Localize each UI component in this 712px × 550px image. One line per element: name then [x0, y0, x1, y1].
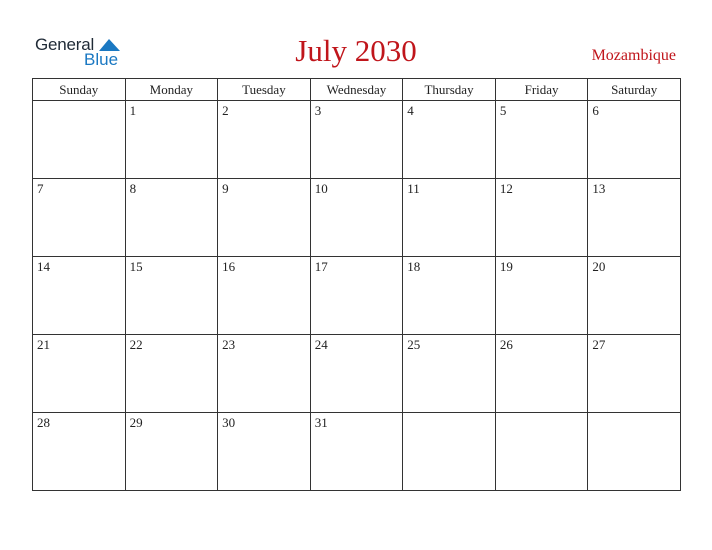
day-number: 23: [222, 337, 236, 352]
weekday-tuesday: Tuesday: [218, 79, 311, 101]
day-cell: [310, 257, 403, 335]
day-number: 21: [37, 337, 50, 352]
day-number: [403, 413, 495, 415]
day-number: 10: [314, 181, 328, 196]
day-number: 16: [222, 259, 236, 274]
day-cell: [495, 179, 588, 257]
month-title: July 2030: [295, 33, 417, 68]
weekday-sunday: Sunday: [33, 79, 126, 101]
day-number: 1: [129, 103, 137, 118]
day-number: 4: [407, 103, 414, 118]
day-number: 13: [592, 181, 606, 196]
day-number: 8: [129, 181, 137, 196]
day-number: 14: [37, 259, 50, 274]
day-cell: [495, 257, 588, 335]
day-number: 24: [314, 337, 328, 352]
day-cell: [33, 101, 126, 179]
country-name: Mozambique: [591, 47, 676, 64]
day-number: 3: [314, 103, 322, 118]
day-number: 6: [592, 103, 599, 118]
day-number: [33, 101, 125, 103]
day-cell: [403, 101, 496, 179]
day-cell: [218, 413, 311, 491]
day-cell: [125, 257, 218, 335]
calendar-grid: [32, 78, 681, 491]
logo-text-blue: Blue: [84, 50, 119, 69]
day-cell: [403, 413, 496, 491]
day-cell: [125, 101, 218, 179]
day-number: 26: [499, 337, 513, 352]
day-number: 7: [37, 181, 44, 196]
weekday-monday: Monday: [125, 79, 218, 101]
day-number: 22: [129, 337, 143, 352]
day-number: 5: [499, 103, 507, 118]
day-cell: [588, 257, 681, 335]
week-row: [33, 413, 681, 491]
day-cell: [218, 257, 311, 335]
day-number: 15: [129, 259, 143, 274]
day-cell: [33, 179, 126, 257]
weekday-header-row: [33, 79, 681, 101]
day-cell: [218, 335, 311, 413]
weekday-friday: Friday: [495, 79, 588, 101]
day-cell: [33, 335, 126, 413]
weekday-saturday: Saturday: [588, 79, 681, 101]
day-cell: [310, 101, 403, 179]
day-cell: [495, 413, 588, 491]
day-number: 12: [499, 181, 513, 196]
day-cell: [588, 179, 681, 257]
day-number: 11: [407, 181, 420, 196]
day-cell: [218, 179, 311, 257]
day-number: 17: [314, 259, 328, 274]
week-row: [33, 179, 681, 257]
day-cell: [403, 179, 496, 257]
day-number: 2: [222, 103, 229, 118]
weekday-thursday: Thursday: [403, 79, 496, 101]
day-number: 19: [499, 259, 513, 274]
day-cell: [403, 335, 496, 413]
day-cell: [33, 413, 126, 491]
day-cell: [218, 101, 311, 179]
day-number: 29: [129, 415, 143, 430]
day-cell: [495, 335, 588, 413]
day-cell: [310, 413, 403, 491]
day-cell: [403, 257, 496, 335]
day-number: 28: [37, 415, 50, 430]
day-number: 20: [592, 259, 606, 274]
week-row: [33, 101, 681, 179]
week-row: [33, 335, 681, 413]
week-row: [33, 257, 681, 335]
day-number: 25: [407, 337, 421, 352]
day-cell: [310, 179, 403, 257]
day-number: [496, 413, 588, 415]
logo-text-general: General: [35, 35, 95, 54]
day-cell: [588, 413, 681, 491]
day-number: 18: [407, 259, 421, 274]
day-number: 30: [222, 415, 236, 430]
day-cell: [495, 101, 588, 179]
weekday-wednesday: Wednesday: [310, 79, 403, 101]
day-number: 31: [314, 415, 328, 430]
day-cell: [125, 179, 218, 257]
day-number: [588, 413, 680, 415]
day-cell: [588, 101, 681, 179]
day-cell: [588, 335, 681, 413]
day-cell: [125, 413, 218, 491]
day-cell: [33, 257, 126, 335]
day-cell: [310, 335, 403, 413]
day-cell: [125, 335, 218, 413]
day-number: 9: [222, 181, 229, 196]
day-number: 27: [592, 337, 606, 352]
